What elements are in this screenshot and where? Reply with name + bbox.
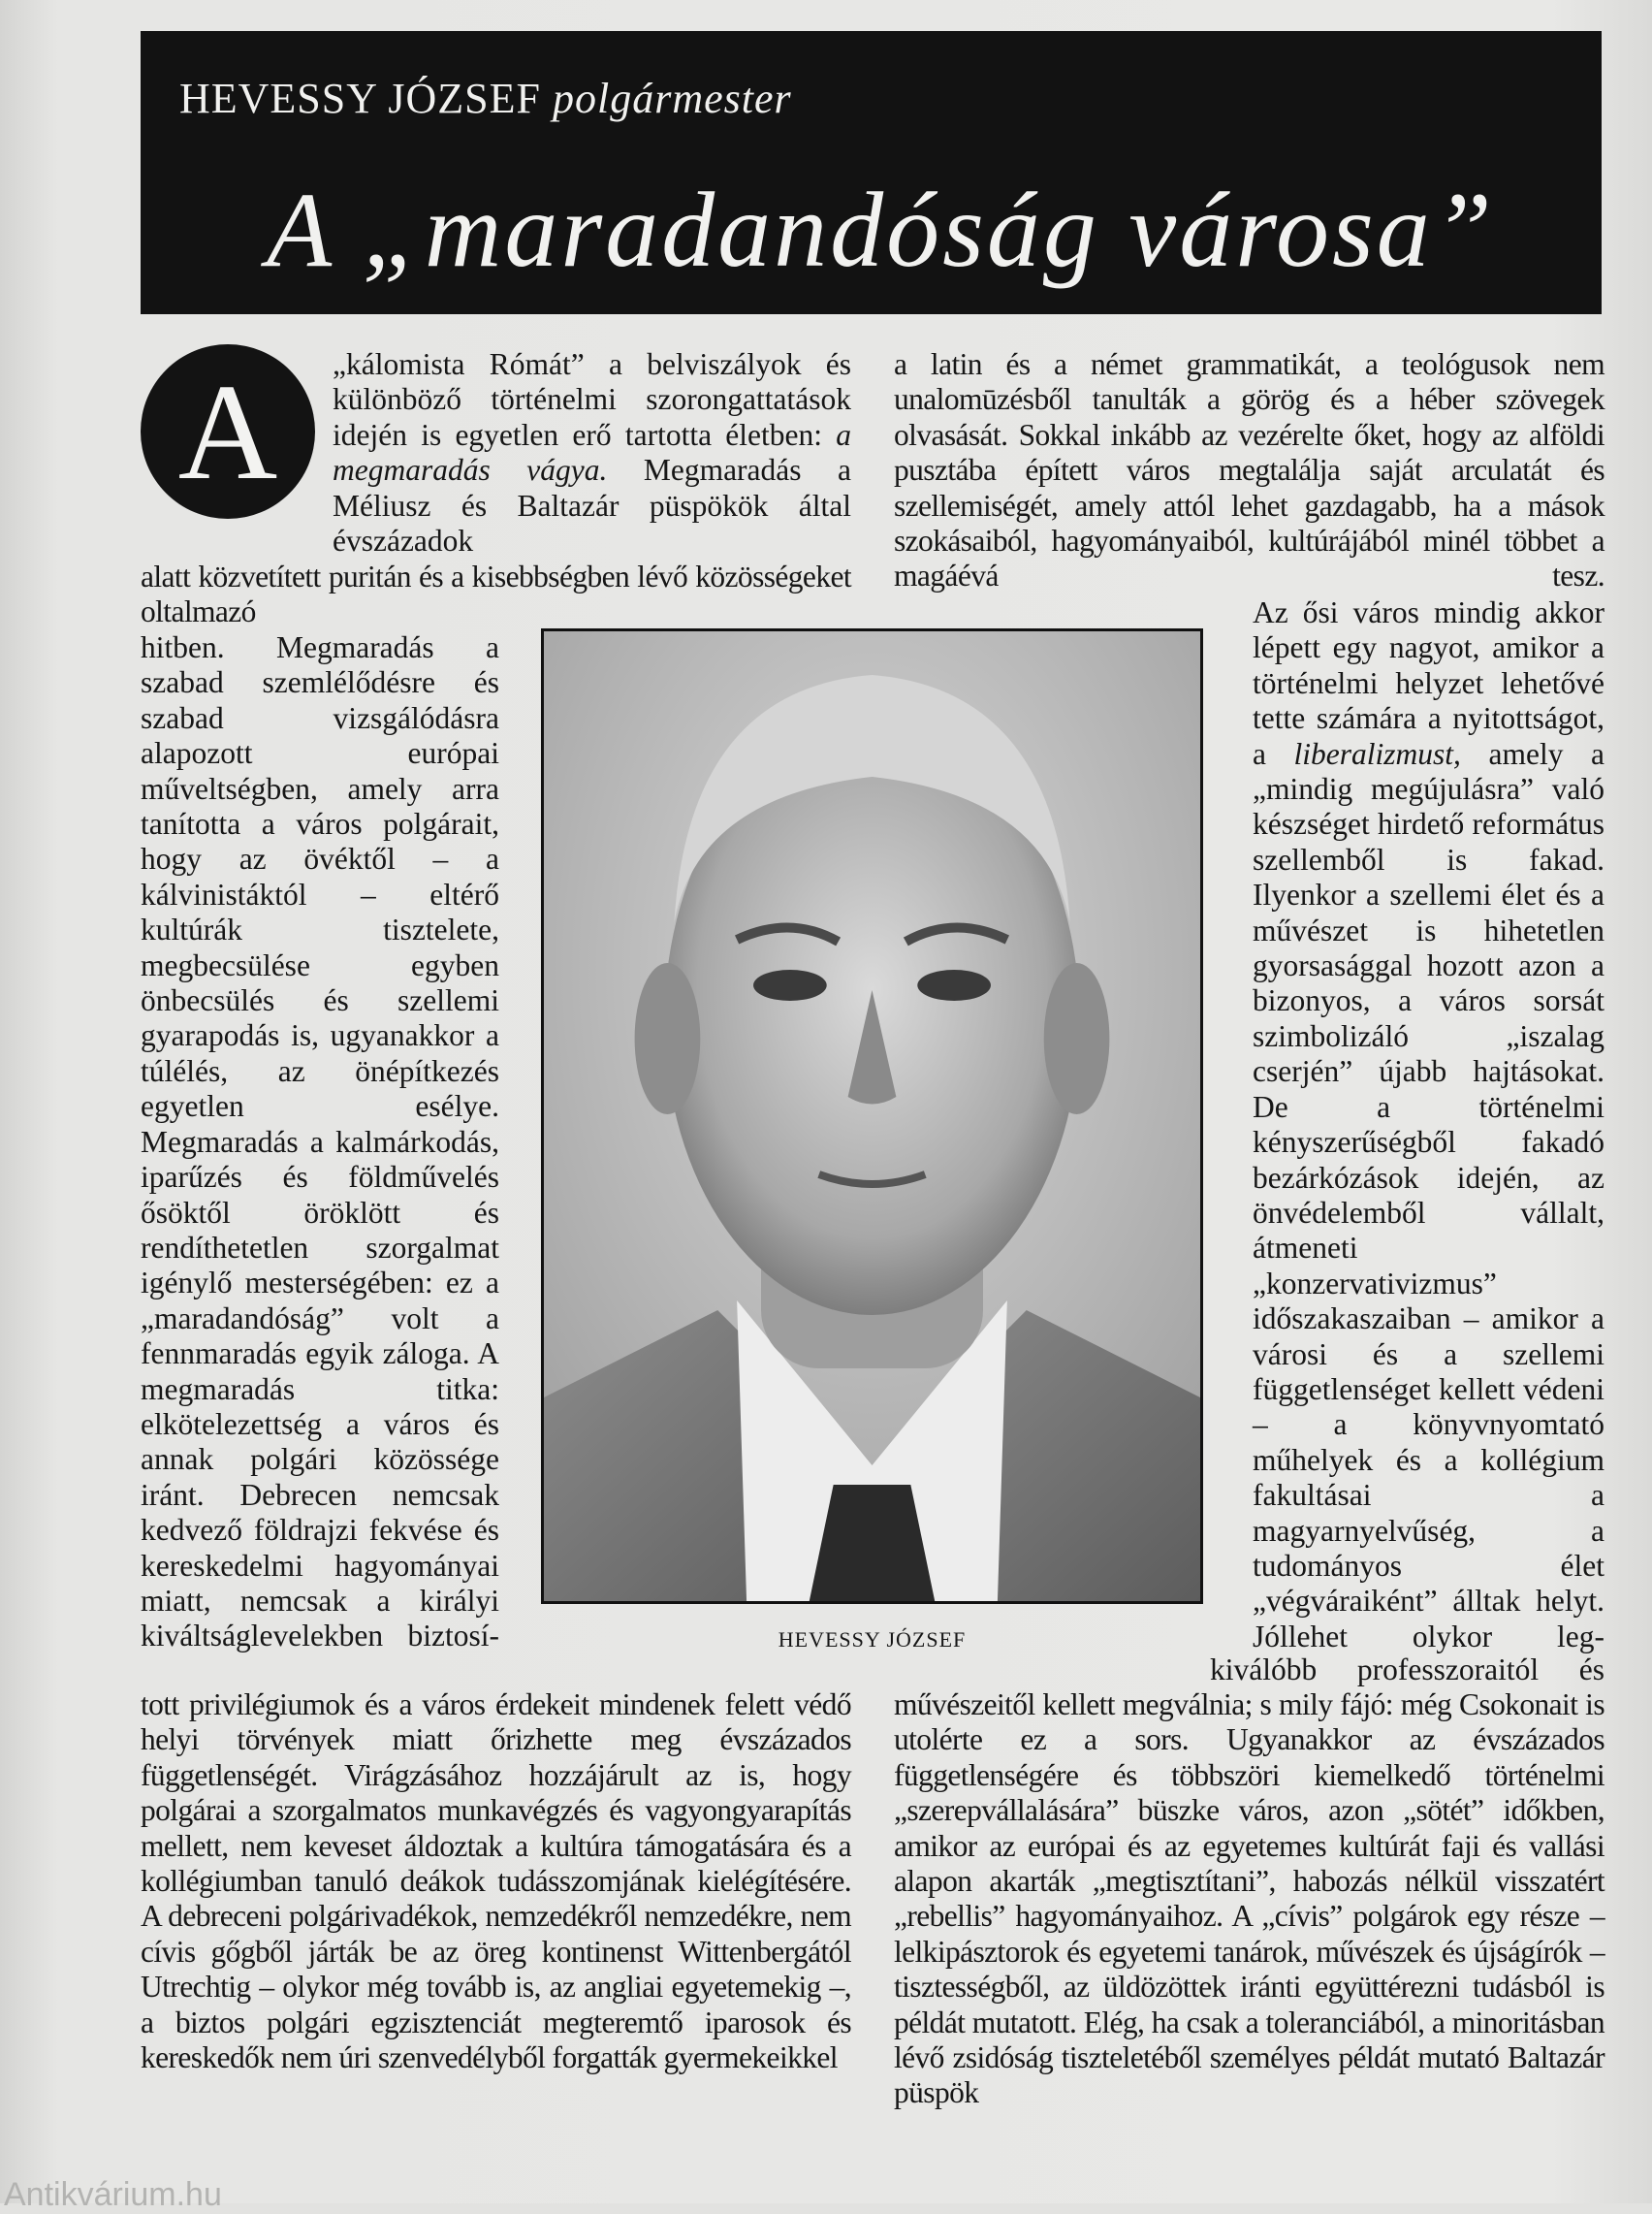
drop-cap: A <box>141 344 315 519</box>
portrait-photo <box>541 628 1203 1604</box>
col1-full-b: tott privilégiumok és a város érdekeit mindenek felett védő helyi törvények miatt őrizhette meg évszázados függetlenségét. Virágzásához hozzájárult az is, hogy polgárai a szorgalmatos munkavégzés és vagyongyarapítás mellett, nem keveset áldoztak a kultúra támogatására és a kollégiumban tanuló deákok tudásszomjának kielégítésére. A debreceni polgárivadékok, nemzedékről nemzedékre, nem cívis gőgből járták be az öreg kontinenst Wittenbergától Utrechtig – olykor még tovább is, az angliai egyetemekig –, a biztos polgári egzisztenciát megteremtő iparosok és kereskedők nem úri szenvedélyből forgatták gyermekeikkel <box>141 1687 851 2075</box>
col2-narrow: Az ősi város mindig akkor lépett egy nagyot, amikor a történelmi helyzet lehetővé tette számára a nyitottságot, a liberalizmust, amely a „mindig megújulásra” való készséget hirdető református szellemből is fakad. Ilyenkor a szellemi élet és a művészet is hihetetlen gyorsasággal hozott azon a bizonyos, a város sorsát szimbolizáló „iszalag cserjén” újabb hajtásokat. De a történelmi kényszerűségből fakadó bezárkózások idején, az önvédelemből vállalt, átmeneti „konzervativizmus” időszakaszaiban – amikor a városi és a szellemi függetlenséget kellett védeni – a könyvnyomtató műhelyek és a kollégium fakultásai a magyarnyelvűség, a tudományos élet „végváraiként” álltak helyt. Jóllehet olykor leg- <box>1253 595 1605 1653</box>
col1-intro: „kálomista Rómát” a belviszályok és különböző történelmi szorongattatások idején is egyetlen erő tartotta életben: a megmaradás vágya. Megmaradás a Méliusz és Baltazár püspökök által évszázadok <box>333 347 851 559</box>
emphasis-text: liberalizmust, <box>1293 736 1461 771</box>
portrait-image <box>544 631 1200 1601</box>
author-name: HEVESSY JÓZSEF <box>179 75 541 122</box>
author-role: polgármester <box>552 75 792 122</box>
author-kicker <box>179 74 792 123</box>
article-headline: A „maradandóság városa” <box>267 171 1495 289</box>
emphasis-text: a megmaradás vágya. <box>333 417 851 488</box>
col2-top: a latin és a német grammatikát, a teológusok nem unalomūzésből tanulták a görög és a héber szövegek olvasását. Sokkal inkább az vezérelte őket, hogy az alföldi pusztába épített város megtalálja saját arculatát és szellemiségét, amely attól lehet gazdagabb, ha a mások szokásaiból, hagyományaiból, kultúrájából minél többet a magáévá tesz. <box>894 347 1604 594</box>
col2-mid: kiválóbb professzoraitól és <box>1210 1652 1604 1686</box>
article-header <box>141 31 1602 314</box>
photo-caption: HEVESSY JÓZSEF <box>778 1627 967 1652</box>
watermark-text: Antikvárium.hu <box>4 2176 222 2213</box>
col2-bottom: művészeitől kellett megválnia; s mily fájó: még Csokonait is utolérte ez a sors. Ugyanakkor az évszázados függetlenségére és többszöri kiemelkedő történelmi „szerepvállalására” büszke város, azon „sötét” időkben, amikor az európai és az egyetemes kultúrát faji és vallási alapon akarták „megtisztítani”, habozás nélkül visszatért „rebellis” hagyományaihoz. A „cívis” polgárok egy része – lelkipásztorok és egyetemi tanárok, művészek és újságírók – tisztességből, az üldözöttek iránti együttérezni tudásból is példát mutatott. Elég, ha csak a toleranciából, a minoritásban lévő zsidóság tiszteletéből személyes példát mutató Baltazár püspök <box>894 1687 1604 2110</box>
col1-full-a: alatt közvetített puritán és a kisebbségben lévő közösségeket oltalmazó <box>141 560 851 629</box>
col1-narrow: hitben. Megmaradás a szabad szemlélődésre és szabad vizsgálódásra alapozott európai műveltségben, amely arra tanította a város polgárait, hogy az övéktől – a kálvinistáktól – eltérő kultúrák tisztelete, megbecsülése egyben önbecsülés és szellemi gyarapodás is, ugyanakkor a túlélés, az önépítkezés egyetlen esélye. Megmaradás a kalmárkodás, iparűzés és földművelés ősöktől öröklött és rendíthetetlen szorgalmat igénylő mesterségében: ez a „maradandóság” volt a fennmaradás egyik záloga. A megmaradás titka: elkötelezettség a város és annak polgári közössége iránt. Debrecen nemcsak kedvező földrajzi fekvése és kereskedelmi hagyományai miatt, nemcsak a királyi kiváltságlevelekben biztosí- <box>141 630 499 1653</box>
